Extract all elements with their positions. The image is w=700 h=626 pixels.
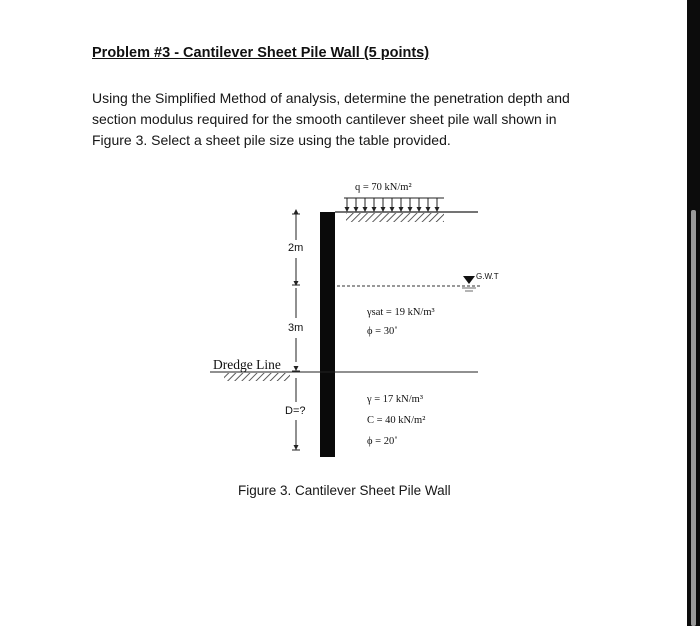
- layer2-friction-angle: ϕ = 20˚: [367, 436, 398, 447]
- dimension-2m-label: 2m: [288, 242, 304, 254]
- statement-line-2: section modulus required for the smooth cantilever sheet pile wall shown in: [92, 111, 557, 127]
- dimension-penetration-label: D=?: [285, 405, 306, 417]
- statement-line-3: Figure 3. Select a sheet pile size using the table provided.: [92, 132, 451, 148]
- gwt-triangle-icon: [463, 276, 475, 284]
- surcharge-label: q = 70 kN/m²: [355, 182, 412, 193]
- layer1-unit-weight: γsat = 19 kN/m³: [367, 307, 435, 318]
- scrollbar[interactable]: [691, 210, 696, 626]
- dredge-line-hatch: [224, 373, 290, 381]
- layer1-friction-angle: ϕ = 30˚: [367, 326, 398, 337]
- dimension-3m-label: 3m: [288, 322, 304, 334]
- right-edge-panel: [687, 0, 700, 626]
- surcharge-arrowheads: [345, 207, 440, 212]
- gwt-label: G.W.T: [476, 272, 499, 281]
- layer2-cohesion: C = 40 kN/m²: [367, 415, 426, 426]
- layer2-unit-weight: γ = 17 kN/m³: [367, 394, 424, 405]
- problem-title: Problem #3 - Cantilever Sheet Pile Wall (5 points): [92, 45, 430, 61]
- dredge-line-label: Dredge Line: [213, 357, 281, 372]
- figure-caption: Figure 3. Cantilever Sheet Pile Wall: [238, 483, 451, 498]
- sheet-pile-wall: [320, 212, 335, 457]
- statement-line-1: Using the Simplified Method of analysis, determine the penetration depth and: [92, 90, 570, 106]
- ground-surface-hatch: [346, 213, 444, 222]
